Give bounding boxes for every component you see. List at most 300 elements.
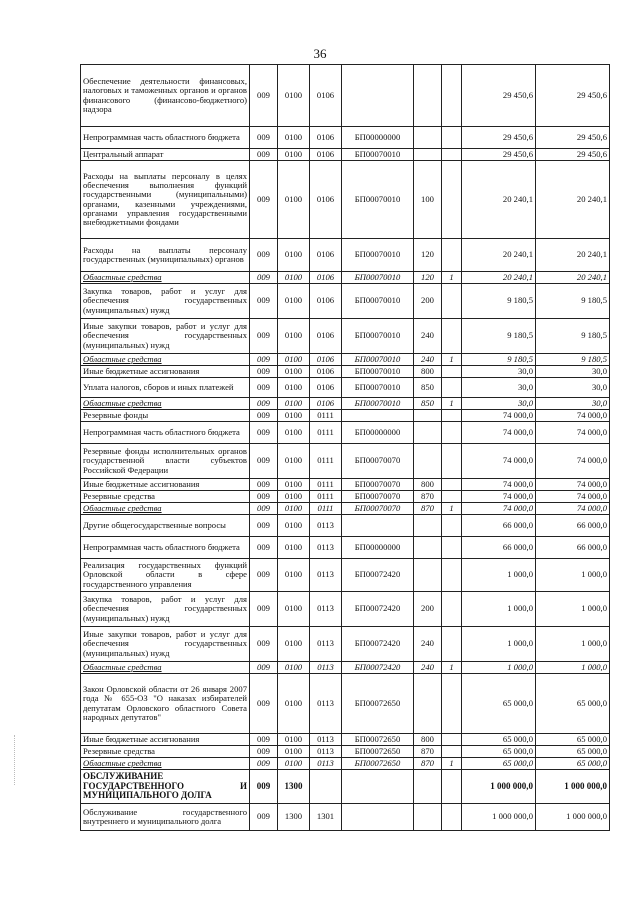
funding-source-code (442, 161, 462, 239)
row-name: Закупка товаров, работ и услуг для обеспечения государственных (муниципальных) нужд (81, 284, 250, 319)
table-row (81, 503, 610, 515)
amount-2: 9 180,5 (536, 284, 610, 319)
section-code: 0100 (278, 503, 310, 515)
row-name: Закон Орловской области от 26 января 2007 года № 655-ОЗ "О наказах избирателей депутатам Орловского областного Совета народных депутатов" (81, 674, 250, 734)
ved-code: 009 (250, 366, 278, 378)
subsection-code: 0106 (310, 127, 342, 149)
subsection-code: 0113 (310, 734, 342, 746)
ved-code: 009 (250, 410, 278, 422)
amount-2: 65 000,0 (536, 734, 610, 746)
row-name: Резервные фонды исполнительных органов государственной власти субъектов Российской Федерации (81, 444, 250, 479)
target-article-code: БП00072650 (342, 758, 414, 770)
amount-2: 66 000,0 (536, 537, 610, 559)
funding-source-code: 1 (442, 662, 462, 674)
row-name: Областные средства (81, 272, 250, 284)
row-name: Областные средства (81, 503, 250, 515)
funding-source-code (442, 537, 462, 559)
amount-2: 30,0 (536, 366, 610, 378)
target-article-code (342, 804, 414, 831)
subsection-code: 0113 (310, 674, 342, 734)
subsection-code: 0106 (310, 354, 342, 366)
subsection-code: 0106 (310, 366, 342, 378)
subsection-code: 0111 (310, 503, 342, 515)
amount: 30,0 (462, 398, 536, 410)
target-article-code: БП00070070 (342, 503, 414, 515)
section-code: 0100 (278, 559, 310, 592)
amount: 74 000,0 (462, 410, 536, 422)
target-article-code (342, 770, 414, 804)
target-article-code: БП00070010 (342, 149, 414, 161)
table-row (81, 479, 610, 491)
amount-2: 65 000,0 (536, 746, 610, 758)
table-row (81, 161, 610, 239)
ved-code: 009 (250, 354, 278, 366)
amount: 9 180,5 (462, 319, 536, 354)
ved-code: 009 (250, 804, 278, 831)
amount-2: 29 450,6 (536, 65, 610, 127)
row-name: Областные средства (81, 758, 250, 770)
amount-2: 29 450,6 (536, 149, 610, 161)
amount-2: 66 000,0 (536, 515, 610, 537)
section-code: 0100 (278, 662, 310, 674)
expense-type-code: 870 (414, 503, 442, 515)
section-code: 0100 (278, 366, 310, 378)
row-name: Центральный аппарат (81, 149, 250, 161)
funding-source-code (442, 366, 462, 378)
section-code: 0100 (278, 161, 310, 239)
expense-type-code: 850 (414, 378, 442, 398)
table-row (81, 398, 610, 410)
ved-code: 009 (250, 515, 278, 537)
amount: 65 000,0 (462, 758, 536, 770)
row-name: Резервные фонды (81, 410, 250, 422)
subsection-code: 0113 (310, 758, 342, 770)
amount: 1 000,0 (462, 627, 536, 662)
section-code: 1300 (278, 770, 310, 804)
funding-source-code (442, 804, 462, 831)
row-name: Расходы на выплаты персоналу в целях обеспечения выполнения функций государственными (муниципальными) органами, казенными учреждениями, органами управления государственными внебюджетными фондами (81, 161, 250, 239)
amount: 20 240,1 (462, 272, 536, 284)
expense-type-code: 240 (414, 662, 442, 674)
funding-source-code (442, 410, 462, 422)
section-code: 0100 (278, 65, 310, 127)
row-name: Иные бюджетные ассигнования (81, 479, 250, 491)
row-name: Иные бюджетные ассигнования (81, 366, 250, 378)
table-row (81, 319, 610, 354)
amount: 29 450,6 (462, 65, 536, 127)
row-name: Непрограммная часть областного бюджета (81, 422, 250, 444)
subsection-code: 0106 (310, 149, 342, 161)
table-row (81, 515, 610, 537)
expense-type-code: 100 (414, 161, 442, 239)
target-article-code: БП00070010 (342, 272, 414, 284)
table-row (81, 284, 610, 319)
table-row (81, 422, 610, 444)
amount: 29 450,6 (462, 149, 536, 161)
ved-code: 009 (250, 479, 278, 491)
amount-2: 65 000,0 (536, 674, 610, 734)
expense-type-code: 120 (414, 272, 442, 284)
target-article-code: БП00070070 (342, 491, 414, 503)
table-row (81, 378, 610, 398)
funding-source-code: 1 (442, 272, 462, 284)
ved-code: 009 (250, 674, 278, 734)
subsection-code: 0106 (310, 378, 342, 398)
expense-type-code (414, 444, 442, 479)
amount: 74 000,0 (462, 444, 536, 479)
amount: 9 180,5 (462, 354, 536, 366)
amount: 74 000,0 (462, 422, 536, 444)
section-code: 0100 (278, 410, 310, 422)
funding-source-code (442, 491, 462, 503)
subsection-code: 0106 (310, 65, 342, 127)
ved-code: 009 (250, 319, 278, 354)
amount-2: 29 450,6 (536, 127, 610, 149)
section-code: 0100 (278, 627, 310, 662)
table-row (81, 366, 610, 378)
row-name: Областные средства (81, 398, 250, 410)
expense-type-code (414, 410, 442, 422)
target-article-code: БП00070010 (342, 366, 414, 378)
ved-code: 009 (250, 161, 278, 239)
expense-type-code (414, 804, 442, 831)
amount-2: 1 000,0 (536, 662, 610, 674)
row-name: Областные средства (81, 662, 250, 674)
expense-type-code: 800 (414, 366, 442, 378)
amount-2: 74 000,0 (536, 444, 610, 479)
amount-2: 20 240,1 (536, 161, 610, 239)
target-article-code (342, 410, 414, 422)
expense-type-code (414, 422, 442, 444)
target-article-code: БП00000000 (342, 127, 414, 149)
ved-code: 009 (250, 239, 278, 272)
expense-type-code: 200 (414, 284, 442, 319)
section-code: 0100 (278, 515, 310, 537)
target-article-code: БП00070010 (342, 354, 414, 366)
table-row (81, 592, 610, 627)
amount-2: 65 000,0 (536, 758, 610, 770)
target-article-code: БП00070010 (342, 378, 414, 398)
section-code: 0100 (278, 284, 310, 319)
ved-code: 009 (250, 149, 278, 161)
section-code: 0100 (278, 444, 310, 479)
amount-2: 1 000 000,0 (536, 804, 610, 831)
table-row (81, 491, 610, 503)
section-code: 0100 (278, 127, 310, 149)
funding-source-code: 1 (442, 503, 462, 515)
funding-source-code (442, 422, 462, 444)
amount-2: 20 240,1 (536, 239, 610, 272)
table-row (81, 239, 610, 272)
row-name: Иные закупки товаров, работ и услуг для обеспечения государственных (муниципальных) нужд (81, 319, 250, 354)
row-name: Обеспечение деятельности финансовых, налоговых и таможенных органов и органов финансового (финансово-бюджетного) надзора (81, 65, 250, 127)
expense-type-code (414, 65, 442, 127)
table-row (81, 537, 610, 559)
target-article-code: БП00070010 (342, 284, 414, 319)
amount: 74 000,0 (462, 479, 536, 491)
row-name: Расходы на выплаты персоналу государственных (муниципальных) органов (81, 239, 250, 272)
funding-source-code (442, 284, 462, 319)
amount: 30,0 (462, 378, 536, 398)
amount: 1 000 000,0 (462, 770, 536, 804)
funding-source-code: 1 (442, 354, 462, 366)
funding-source-code: 1 (442, 758, 462, 770)
amount: 9 180,5 (462, 284, 536, 319)
table-row (81, 354, 610, 366)
ved-code: 009 (250, 422, 278, 444)
funding-source-code (442, 559, 462, 592)
ved-code: 009 (250, 662, 278, 674)
expense-type-code (414, 127, 442, 149)
subsection-code: 0111 (310, 422, 342, 444)
row-name: Областные средства (81, 354, 250, 366)
subsection-code: 0113 (310, 746, 342, 758)
row-name: Другие общегосударственные вопросы (81, 515, 250, 537)
section-code: 0100 (278, 319, 310, 354)
target-article-code: БП00072650 (342, 674, 414, 734)
subsection-code: 1301 (310, 804, 342, 831)
amount: 74 000,0 (462, 503, 536, 515)
ved-code: 009 (250, 444, 278, 479)
expense-type-code: 240 (414, 627, 442, 662)
ved-code: 009 (250, 65, 278, 127)
amount-2: 30,0 (536, 378, 610, 398)
section-code: 0100 (278, 354, 310, 366)
amount: 1 000,0 (462, 592, 536, 627)
amount-2: 9 180,5 (536, 319, 610, 354)
section-code: 0100 (278, 746, 310, 758)
ved-code: 009 (250, 503, 278, 515)
subsection-code: 0113 (310, 662, 342, 674)
amount: 65 000,0 (462, 746, 536, 758)
funding-source-code (442, 627, 462, 662)
target-article-code: БП00070010 (342, 319, 414, 354)
table-row (81, 734, 610, 746)
section-code: 0100 (278, 149, 310, 161)
subsection-code: 0113 (310, 537, 342, 559)
table-row (81, 804, 610, 831)
row-name: Реализация государственных функций Орловской области в сфере государственного управления (81, 559, 250, 592)
target-article-code: БП00070070 (342, 444, 414, 479)
amount: 1 000,0 (462, 559, 536, 592)
section-code: 0100 (278, 674, 310, 734)
amount: 74 000,0 (462, 491, 536, 503)
expense-type-code: 870 (414, 746, 442, 758)
amount-2: 1 000,0 (536, 592, 610, 627)
amount-2: 1 000 000,0 (536, 770, 610, 804)
subsection-code: 0106 (310, 319, 342, 354)
subsection-code (310, 770, 342, 804)
ved-code: 009 (250, 127, 278, 149)
budget-table (80, 64, 610, 831)
amount-2: 74 000,0 (536, 410, 610, 422)
amount: 30,0 (462, 366, 536, 378)
ved-code: 009 (250, 734, 278, 746)
ved-code: 009 (250, 378, 278, 398)
target-article-code: БП00072420 (342, 627, 414, 662)
row-name: Резервные средства (81, 746, 250, 758)
expense-type-code: 240 (414, 319, 442, 354)
table-row (81, 272, 610, 284)
funding-source-code (442, 674, 462, 734)
section-code: 0100 (278, 758, 310, 770)
section-code: 0100 (278, 491, 310, 503)
table-row (81, 758, 610, 770)
target-article-code: БП00070010 (342, 161, 414, 239)
subsection-code: 0106 (310, 161, 342, 239)
table-row (81, 770, 610, 804)
target-article-code: БП00072420 (342, 662, 414, 674)
table-row (81, 674, 610, 734)
funding-source-code (442, 319, 462, 354)
funding-source-code (442, 378, 462, 398)
expense-type-code: 870 (414, 758, 442, 770)
amount: 65 000,0 (462, 734, 536, 746)
row-name: Обслуживание государственного внутреннего и муниципального долга (81, 804, 250, 831)
subsection-code: 0111 (310, 410, 342, 422)
subsection-code: 0106 (310, 284, 342, 319)
subsection-code: 0111 (310, 444, 342, 479)
table-row (81, 149, 610, 161)
section-code: 0100 (278, 734, 310, 746)
row-name: ОБСЛУЖИВАНИЕ ГОСУДАРСТВЕННОГО И МУНИЦИПАЛЬНОГО ДОЛГА (81, 770, 250, 804)
amount: 1 000 000,0 (462, 804, 536, 831)
amount-2: 30,0 (536, 398, 610, 410)
funding-source-code: 1 (442, 398, 462, 410)
funding-source-code (442, 239, 462, 272)
table-row (81, 627, 610, 662)
ved-code: 009 (250, 746, 278, 758)
amount-2: 74 000,0 (536, 503, 610, 515)
ved-code: 009 (250, 627, 278, 662)
amount: 20 240,1 (462, 239, 536, 272)
row-name: Иные бюджетные ассигнования (81, 734, 250, 746)
ved-code: 009 (250, 284, 278, 319)
table-row (81, 746, 610, 758)
scan-artifact (14, 735, 17, 785)
amount-2: 9 180,5 (536, 354, 610, 366)
section-code: 0100 (278, 378, 310, 398)
expense-type-code (414, 515, 442, 537)
target-article-code: БП00072420 (342, 559, 414, 592)
expense-type-code (414, 559, 442, 592)
subsection-code: 0113 (310, 515, 342, 537)
funding-source-code (442, 734, 462, 746)
target-article-code: БП00072420 (342, 592, 414, 627)
subsection-code: 0113 (310, 627, 342, 662)
ved-code: 009 (250, 398, 278, 410)
funding-source-code (442, 65, 462, 127)
page-number: 36 (313, 46, 327, 61)
expense-type-code: 240 (414, 354, 442, 366)
amount-2: 74 000,0 (536, 422, 610, 444)
amount-2: 20 240,1 (536, 272, 610, 284)
expense-type-code: 120 (414, 239, 442, 272)
ved-code: 009 (250, 537, 278, 559)
section-code: 0100 (278, 422, 310, 444)
ved-code: 009 (250, 272, 278, 284)
ved-code: 009 (250, 491, 278, 503)
amount-2: 74 000,0 (536, 491, 610, 503)
target-article-code: БП00000000 (342, 537, 414, 559)
row-name: Уплата налогов, сборов и иных платежей (81, 378, 250, 398)
subsection-code: 0113 (310, 559, 342, 592)
target-article-code (342, 65, 414, 127)
funding-source-code (442, 515, 462, 537)
subsection-code: 0113 (310, 592, 342, 627)
subsection-code: 0106 (310, 272, 342, 284)
row-name: Непрограммная часть областного бюджета (81, 127, 250, 149)
row-name: Закупка товаров, работ и услуг для обеспечения государственных (муниципальных) нужд (81, 592, 250, 627)
expense-type-code: 850 (414, 398, 442, 410)
section-code: 0100 (278, 272, 310, 284)
table-row (81, 559, 610, 592)
target-article-code: БП00000000 (342, 422, 414, 444)
amount-2: 1 000,0 (536, 559, 610, 592)
funding-source-code (442, 592, 462, 627)
section-code: 0100 (278, 398, 310, 410)
section-code: 0100 (278, 239, 310, 272)
ved-code: 009 (250, 592, 278, 627)
expense-type-code: 200 (414, 592, 442, 627)
subsection-code: 0106 (310, 398, 342, 410)
amount: 66 000,0 (462, 515, 536, 537)
expense-type-code: 800 (414, 734, 442, 746)
funding-source-code (442, 746, 462, 758)
amount: 29 450,6 (462, 127, 536, 149)
target-article-code: БП00070010 (342, 239, 414, 272)
target-article-code: БП00072650 (342, 746, 414, 758)
ved-code: 009 (250, 770, 278, 804)
subsection-code: 0106 (310, 239, 342, 272)
table-row (81, 127, 610, 149)
expense-type-code (414, 149, 442, 161)
table-row (81, 444, 610, 479)
target-article-code: БП00070070 (342, 479, 414, 491)
funding-source-code (442, 444, 462, 479)
expense-type-code: 800 (414, 479, 442, 491)
section-code: 1300 (278, 804, 310, 831)
row-name: Непрограммная часть областного бюджета (81, 537, 250, 559)
table-row (81, 662, 610, 674)
section-code: 0100 (278, 537, 310, 559)
row-name: Иные закупки товаров, работ и услуг для обеспечения государственных (муниципальных) нужд (81, 627, 250, 662)
row-name: Резервные средства (81, 491, 250, 503)
amount: 1 000,0 (462, 662, 536, 674)
amount: 66 000,0 (462, 537, 536, 559)
section-code: 0100 (278, 592, 310, 627)
subsection-code: 0111 (310, 479, 342, 491)
table-row (81, 410, 610, 422)
table-row (81, 65, 610, 127)
amount: 65 000,0 (462, 674, 536, 734)
subsection-code: 0111 (310, 491, 342, 503)
expense-type-code (414, 537, 442, 559)
amount: 20 240,1 (462, 161, 536, 239)
funding-source-code (442, 770, 462, 804)
expense-type-code (414, 674, 442, 734)
ved-code: 009 (250, 559, 278, 592)
section-code: 0100 (278, 479, 310, 491)
ved-code: 009 (250, 758, 278, 770)
target-article-code: БП00070010 (342, 398, 414, 410)
amount-2: 1 000,0 (536, 627, 610, 662)
funding-source-code (442, 149, 462, 161)
target-article-code: БП00072650 (342, 734, 414, 746)
target-article-code (342, 515, 414, 537)
amount-2: 74 000,0 (536, 479, 610, 491)
expense-type-code: 870 (414, 491, 442, 503)
